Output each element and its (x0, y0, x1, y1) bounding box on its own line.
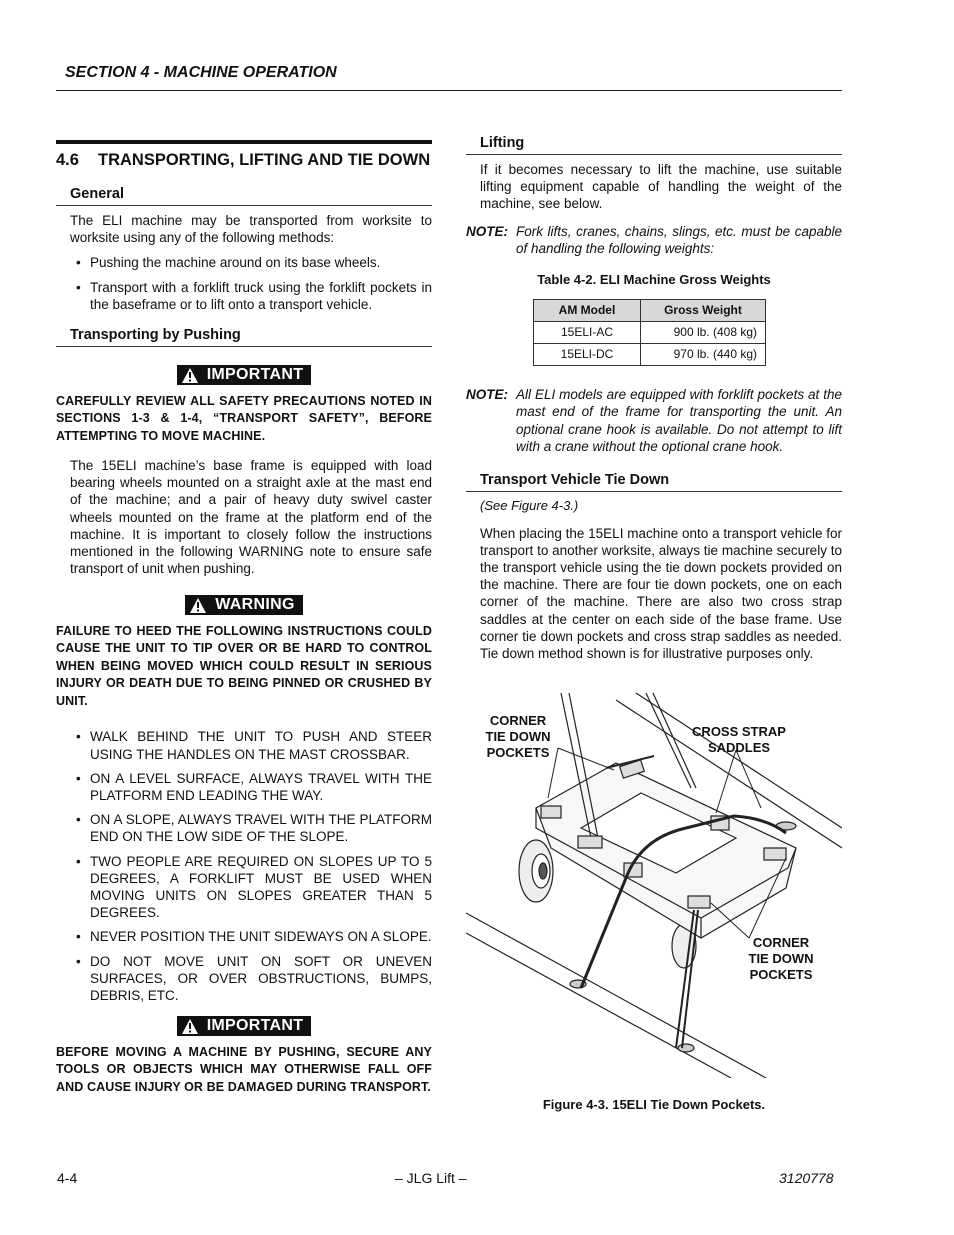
note-label: NOTE: (466, 386, 508, 402)
list-item: • TWO PEOPLE ARE REQUIRED ON SLOPES UP TO 5 DEGREES, A FORKLIFT MUST BE USED WHEN MOVING UNITS ON SLOPES GREATER THAN 5 DEGREES. (70, 853, 432, 922)
warning-triangle-icon (189, 597, 207, 614)
pushing-paragraph: The 15ELI machine’s base frame is equipped with load bearing wheels mounted on a straight axle at the mast end of the machine; and a pair of heavy duty swivel caster wheels mounted on the frame at the platform end of the machine. It is important to closely follow the instructions mentioned in the following WARNING note to ensure safe transport of unit when pushing. (70, 458, 432, 577)
general-heading: General (56, 186, 432, 206)
important-label: IMPORTANT (206, 366, 304, 384)
list-item: • Transport with a forklift truck using the forklift pockets in the baseframe or to lift onto a transport vehicle. (70, 279, 432, 313)
warning-bullets (70, 728, 432, 1004)
list-item: • WALK BEHIND THE UNIT TO PUSH AND STEER USING THE HANDLES ON THE MAST CROSSBAR. (70, 728, 432, 762)
warning-banner (56, 595, 432, 619)
list-item: • ON A LEVEL SURFACE, ALWAYS TRAVEL WITH THE PLATFORM END LEADING THE WAY. (70, 770, 432, 804)
label-corner-pockets-top: CORNER TIE DOWN POCKETS (485, 713, 551, 760)
table-row (534, 321, 766, 343)
important-text-1: CAREFULLY REVIEW ALL SAFETY PRECAUTIONS NOTED IN SECTIONS 1-3 & 1-4, “TRANSPORT SAFETY”, BEFORE ATTEMPTING TO MOVE MACHINE. (56, 393, 432, 443)
note-text: Fork lifts, cranes, chains, slings, etc. must be capable of handling the following weights: (516, 223, 842, 257)
table-caption: Table 4-2. ELI Machine Gross Weights (537, 271, 771, 287)
note-2 (466, 386, 842, 456)
left-column (56, 140, 432, 1096)
general-bullets (70, 254, 432, 313)
lifting-heading: Lifting (466, 135, 842, 155)
right-column (466, 130, 842, 662)
section-number: 4.6 (56, 151, 79, 169)
section-title (56, 150, 432, 170)
table-header: Gross Weight (641, 299, 766, 321)
list-item: • NEVER POSITION THE UNIT SIDEWAYS ON A SLOPE. (70, 928, 432, 945)
warning-label: WARNING (215, 596, 295, 614)
table-cell: 15ELI-AC (534, 321, 641, 343)
pushing-heading: Transporting by Pushing (56, 327, 432, 347)
tiedown-heading: Transport Vehicle Tie Down (466, 472, 842, 492)
document-number: 3120778 (779, 1170, 834, 1186)
figure-reference: (See Figure 4-3.) (480, 497, 579, 513)
page-number: 4-4 (57, 1170, 78, 1186)
important-text-2: BEFORE MOVING A MACHINE BY PUSHING, SECURE ANY TOOLS OR OBJECTS WHICH MAY OTHERWISE FALL OFF AND CAUSE INJURY OR BE DAMAGED DURING TRANSPORT. (56, 1044, 432, 1094)
note-text: All ELI models are equipped with forklift pockets at the mast end of the frame for transporting the unit. An optional crane hook is available. Do not attempt to lift with a crane without the optional crane hook. (516, 386, 842, 455)
page-header: SECTION 4 - MACHINE OPERATION (65, 64, 337, 81)
general-intro: The ELI machine may be transported from worksite to worksite using any of the following methods: (70, 213, 432, 246)
table-cell: 900 lb. (408 kg) (641, 321, 766, 343)
important-banner-1 (56, 365, 432, 389)
warning-triangle-icon (181, 1018, 199, 1035)
header-rule (56, 90, 842, 91)
warning-triangle-icon (181, 367, 199, 384)
warning-text: FAILURE TO HEED THE FOLLOWING INSTRUCTIONS COULD CAUSE THE UNIT TO TIP OVER OR BE HARD TO CONTROL WHEN BEING MOVED WHICH COULD RESULT IN SERIOUS INJURY OR DEATH DUE TO BEING PINNED OR CRUSHED BY UNIT. (56, 623, 432, 708)
list-item: • ON A SLOPE, ALWAYS TRAVEL WITH THE PLATFORM END ON THE LOW SIDE OF THE SLOPE. (70, 811, 432, 845)
tie-down-figure (466, 688, 842, 1078)
table-header: AM Model (534, 299, 641, 321)
note-label: NOTE: (466, 223, 508, 239)
label-cross-strap-saddles: CROSS STRAP SADDLES (692, 724, 786, 755)
section-heading: TRANSPORTING, LIFTING AND TIE DOWN (98, 151, 431, 169)
important-banner-2 (56, 1016, 432, 1040)
label-corner-pockets-bottom: CORNER TIE DOWN POCKETS (748, 935, 814, 982)
lifting-paragraph: If it becomes necessary to lift the machine, use suitable lifting equipment capable of handling the weight of the machine, see below. (480, 162, 842, 212)
list-item: • Pushing the machine around on its base wheels. (70, 254, 432, 271)
note-1 (466, 223, 842, 258)
section-rule (56, 140, 432, 144)
important-label: IMPORTANT (206, 1017, 304, 1035)
gross-weights-table (533, 299, 766, 366)
table-row (534, 343, 766, 365)
table-cell: 970 lb. (440 kg) (641, 343, 766, 365)
table-cell: 15ELI-DC (534, 343, 641, 365)
list-item: • DO NOT MOVE UNIT ON SOFT OR UNEVEN SURFACES, OR OVER OBSTRUCTIONS, BUMPS, DEBRIS, ETC. (70, 953, 432, 1005)
tiedown-paragraph: When placing the 15ELI machine onto a transport vehicle for transport to another worksite, always tie machine securely to the transport vehicle using the tie down pockets provided on the machine. There are four tie down pockets, one on each corner of the machine. There are also two cross strap saddles at the center on each side of the base frame. Use corner tie down pockets and cross strap saddles as needed. Tie down method shown is for illustrative purposes only. (480, 525, 842, 662)
footer-center: – JLG Lift – (395, 1170, 467, 1186)
figure-caption: Figure 4-3. 15ELI Tie Down Pockets. (542, 1097, 766, 1112)
